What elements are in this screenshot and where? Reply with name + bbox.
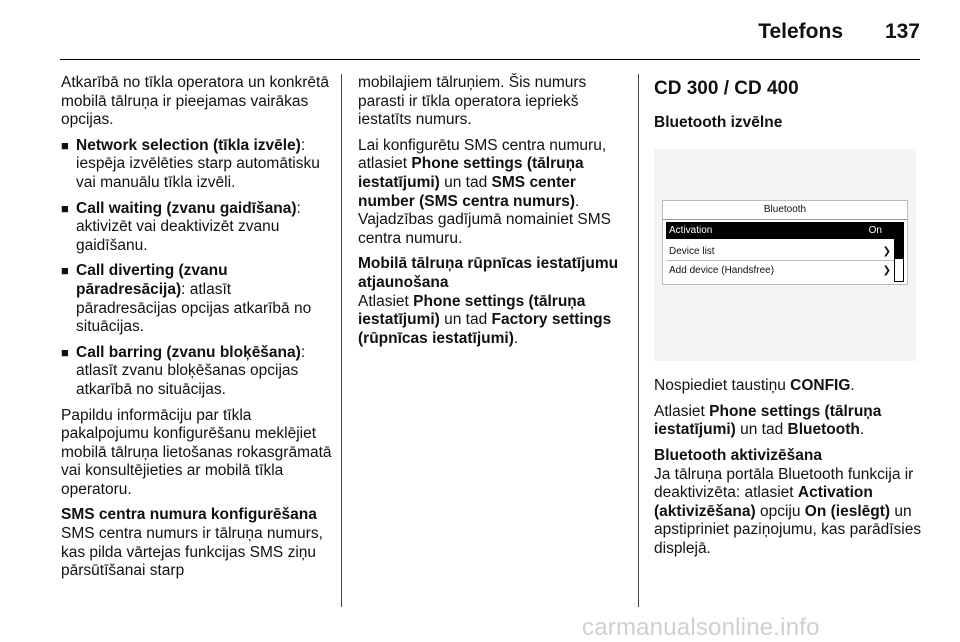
scrollbar (894, 222, 904, 282)
menu-item-device-list: Device list ❯ (666, 243, 894, 261)
bullet-square-icon: ■ (61, 344, 69, 360)
option-name: Call waiting (zvanu gaidīšana) (76, 199, 297, 217)
option-description: : aktivizēt vai deaktivizēt zvanu gaidīšanu. (76, 199, 301, 254)
bullet-square-icon: ■ (61, 263, 69, 279)
chevron-right-icon: ❯ (882, 265, 891, 277)
page-number: 137 (884, 20, 920, 43)
option-name: Network selection (tīkla izvēle) (76, 136, 301, 154)
column-divider (341, 74, 342, 607)
screen-title: Bluetooth (663, 201, 907, 220)
scrollbar-thumb (895, 223, 903, 259)
list-item (61, 262, 336, 336)
factory-reset-paragraph: Atlasiet Phone settings (tālruņa iestatījumi) un tad Factory settings (rūpnīcas iestatījumi). (358, 292, 612, 347)
options-list (61, 137, 336, 400)
menu-item-add-device: Add device (Handsfree) ❯ (666, 262, 894, 279)
option-name: Call barring (zvanu bloķēšana) (76, 343, 301, 361)
subsection-title: Bluetooth izvēlne (654, 113, 783, 131)
bullet-square-icon: ■ (61, 200, 69, 216)
sms-config-paragraph: Lai konfigurētu SMS centra numuru, atlasiet Phone settings (tālruņa iestatījumi) un tad SMS center number (SMS centra numurs). Vajadzības gadījumā nomainiet SMS centra numuru. (358, 136, 612, 247)
column-divider (638, 74, 639, 607)
select-paragraph: Atlasiet Phone settings (tālruņa iestatījumi) un tad Bluetooth. (654, 402, 882, 439)
column-right (654, 74, 926, 566)
watermark: carmanualsonline.info (582, 614, 820, 641)
activation-value: On (868, 225, 882, 237)
activation-paragraph: Ja tālruņa portāla Bluetooth funkcija ir deaktivizēta: atlasiet Activation (aktivizēšana) opciju On (ieslēgt) un apstipriniet paziņojumu, kas parādīsies displejā. (654, 465, 922, 557)
list-item (61, 344, 336, 400)
info-paragraph: Papildu informāciju par tīkla pakalpojumu konfigurēšanu meklējiet mobilā tālruņa lietošanas rokasgrāmatā vai konsultējieties ar mobilā tīkla operatoru. (61, 406, 332, 498)
option-description: : iespēja izvēlēties starp automātisku vai manuālu tīkla izvēli. (76, 136, 320, 191)
list-item (61, 200, 336, 256)
menu-item-activation: Activation On (666, 222, 894, 239)
option-description: : atlasīt zvanu bloķēšanas opcijas atkarībā no situācijas. (76, 343, 306, 398)
header-divider (60, 59, 920, 60)
column-middle (358, 74, 628, 355)
intro-paragraph: Atkarībā no tīkla operatora un konkrētā mobilā tālruņa ir pieejamas vairākas opcijas. (61, 74, 329, 129)
sms-heading: SMS centra numura konfigurēšana (61, 506, 317, 524)
display-illustration (654, 149, 916, 361)
option-description: : atlasīt pāradresācijas opcijas atkarībā no situācijas. (76, 280, 312, 336)
section-title: CD 300 / CD 400 (654, 78, 799, 99)
sms-continued-paragraph: mobilajiem tālruņiem. Šis numurs parasti ir tīkla operatora iepriekš iestatīts numurs. (358, 74, 587, 129)
config-paragraph: Nospiediet taustiņu CONFIG. (654, 377, 855, 395)
bullet-square-icon: ■ (61, 137, 69, 153)
option-name: Call diverting (zvanu pāradresācija) (76, 262, 228, 298)
page-header (0, 0, 960, 60)
column-left (61, 74, 336, 588)
sms-paragraph: SMS centra numurs ir tālruņa numurs, kas pilda vārtejas funkcijas SMS ziņu pārsūtīšanai starp (61, 525, 323, 580)
bluetooth-menu-screen (662, 200, 908, 285)
bluetooth-activation-heading: Bluetooth aktivizēšana (654, 446, 822, 464)
chapter-title: Telefons (758, 20, 843, 43)
list-item (61, 137, 336, 193)
factory-reset-heading: Mobilā tālruņa rūpnīcas iestatījumu atjaunošana (358, 255, 619, 291)
chevron-right-icon: ❯ (882, 246, 891, 258)
